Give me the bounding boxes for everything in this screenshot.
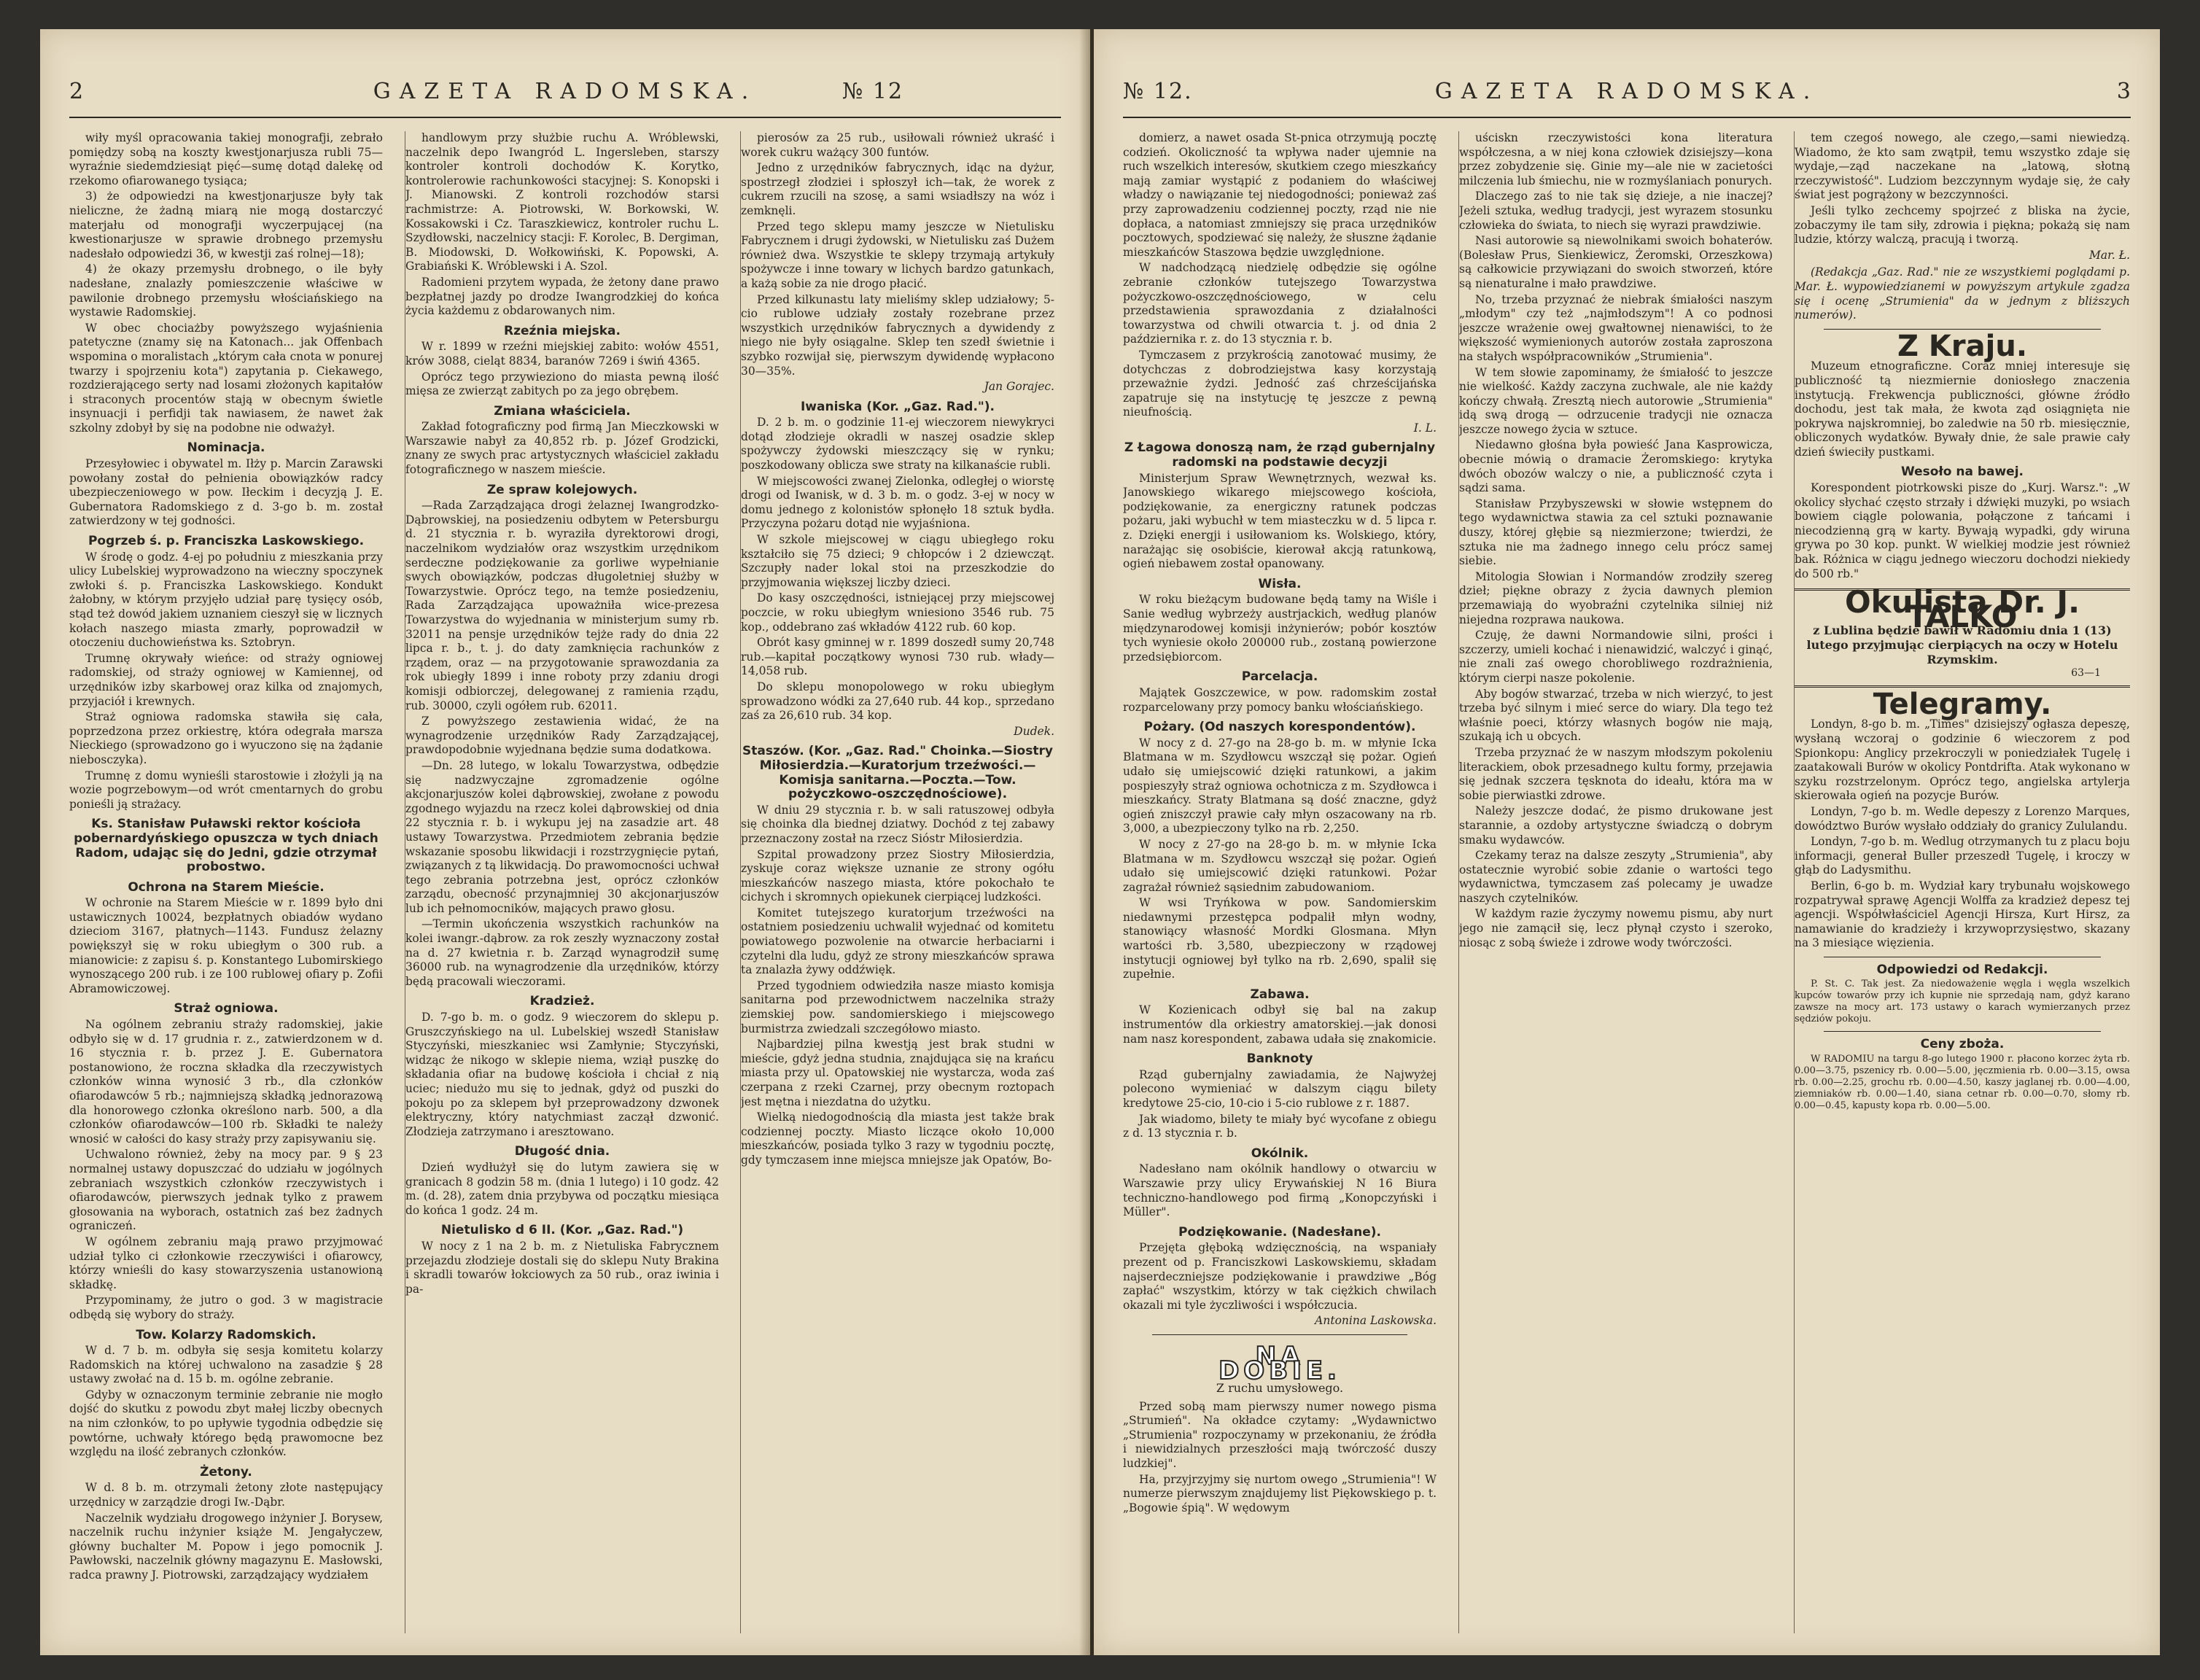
paragraph: W dniu 29 stycznia r. b. w sali ratuszowej odbyła się choinka dla biednej dziatwy. Dochód z tej zabawy przeznaczony został na rzecz Sióstr Miłosierdzia. (741, 803, 1054, 845)
paragraph: Jedno z urzędników fabrycznych, idąc na dyżur, spostrzegł złodziei i spłoszył ich—tak, że worek z cukrem rzucili na szosę, a sami wsiadłszy na wóz i zemknęli. (741, 161, 1054, 217)
paragraph: W r. 1899 w rzeźni miejskiej zabito: wołów 4551, krów 3088, cieląt 8834, baranów 7269 i świń 4365. (405, 340, 719, 368)
issue-number: № 12 (842, 79, 904, 104)
paragraph: W miejscowości zwanej Zielonka, odległej o wiorstę drogi od Iwanisk, w d. 3 b. m. o godz. 3-ej w nocy w domu jednego z kolonistów spłonęło 18 sztuk bydła. Przyczyna pożaru dotąd nie wyjaśniona. (741, 474, 1054, 531)
paragraph: Uchwalono również, żeby na mocy par. 9 § 23 normalnej ustawy dopuszczać do udziału w jogólnych zebraniach wszystkich członków rzeczywistych i ofiarodawców, pierwszych jednak tylko z prawem głosowania na wyborach, ostatnich zaś bez żadnych ograniczeń. (69, 1148, 383, 1233)
paragraph: Londyn, 7-go b. m. Wedlug otrzymanych tu z placu boju informacji, generał Buller przeszedł Tugelę, i kroczy w głąb do Ladysmithu. (1795, 835, 2130, 877)
advertisement-text: z Lublina będzie bawił w Radomiu dnia 1 (13) lutego przyjmując cierpiących na oczy w Hotelu Rzymskim. (1806, 623, 2118, 666)
column-1 (1123, 131, 1437, 1633)
section-heading: Pożary. (Od naszych korespondentów). (1143, 720, 1416, 735)
paragraph: No, trzeba przyznać że niebrak śmiałości naszym „młodym" czy też „najmłodszym"! A co podnosi jeszcze wrażenie owej gwałtownej nienawiści, to że większość wymienionych autorów została zaproszona na stałych współpracowników „Strumienia". (1459, 292, 1773, 363)
masthead-title: GAZETA RADOMSKA. (1434, 79, 1819, 104)
paragraph: wiły myśl opracowania takiej monografji, zebrało pomiędzy sobą na koszty kwestjonarjusza rubli 75—wyraźnie siedemdziesiąt pięć—sumę dotąd dalekę od rzekomo ofiarowanego tysiąca; (69, 131, 383, 187)
grain-prices: W RADOMIU na targu 8-go lutego 1900 r. płacono korzec żyta rb. 0.00—3.75, pszenicy rb. 0.00—5.00, jęczmienia rb. 0.00—3.15, owsa rb. 0.00—2.25, grochu rb. 0.00—4.50, kaszy jaglanej rb. 0.00—4.00, ziemniaków rb. 0.00—1.40, siana cetnar rb. 0.00—0.70, słomy rb. 0.00—0.45, kapusty kopa rb. 0.00—5.00. (1795, 1054, 2130, 1112)
section-heading: Z Łagowa donoszą nam, że rząd gubernjalny radomski na podstawie decyzji (1124, 440, 1436, 470)
right-page (1094, 29, 2160, 1655)
paragraph: P. St. C. Tak jest. Za niedoważenie węgla i węgla wszelkich kupców towarów przy ich kupnie nie sprzedają nam, gdyż karano zawsze na mocy art. 173 ustawy o karach wymierzanych przez sędziów pokoju. (1795, 979, 2130, 1025)
paragraph: Mitologia Słowian i Normandów zrodziły szereg dzieł; piękne obrazy z życia dawnych plemion przemawiają do wyobraźni czytelnika silniej niż niejedna rozprawa naukowa. (1459, 569, 1773, 626)
left-page-columns (69, 131, 1061, 1633)
paragraph: Przed tego sklepu mamy jeszcze w Nietulisku Fabrycznem i drugi żydowski, w Nietulisku zaś Dużem również dwa. Wszystkie te sklepy trzymają artykuły spożywcze i inne towary w lichych bardzo gatunkach, a każą sobie za nie drogo płacić. (741, 219, 1054, 290)
paragraph: D. 2 b. m. o godzinie 11-ej wieczorem niewykryci dotąd złodzieje okradli w naszej osadzie sklep spożywczy żydowski mieszczący się w rynku; poszkodowany oblicza swe straty na kilkanaście rubli. (741, 416, 1054, 472)
paragraph: Ministerjum Spraw Wewnętrznych, wezwał ks. Janowskiego wikarego miejscowego kościoła, podziękowanie, za energiczny ratunek podczas pożaru, jaki wybuchł w tem miasteczku w d. 5 lipca r. z. Dzięki energji i usiłowaniom ks. Wolskiego, który, narażając się osobiście, kierował akcją ratunkową, ogień niebawem został opanowany. (1123, 471, 1437, 571)
paragraph: Wielką niedogodnością dla miasta jest także brak codziennej poczty. Miasto liczące około 10,000 mieszkańców, posiada tylko 3 razy w tygodniu pocztę, gdy tymczasem inne miejsca mniejsze jak Opatów, Bo- (741, 1111, 1054, 1167)
paragraph: W nocy z d. 27-go na 28-go b. m. w młynie Icka Blatmana w m. Szydłowcu wszczął się pożar. Ogień udało się umiejscowić dzięki ratunkowi, a jakim pospieszyły straż ogniowa ochotnicza z m. Szydłowca i mieszkańcy. Straty Blatmana są dość znaczne, gdyż ogień zniszczył prawie cały młyn oszacowany na rb. 3,000, a ubezpieczony tylko na rb. 2,250. (1123, 736, 1437, 836)
masthead-title: GAZETA RADOMSKA. (373, 79, 758, 104)
signature: Antonina Laskowska. (1315, 1314, 1437, 1328)
paragraph: Jak wiadomo, bilety te miały być wycofane z obiegu z d. 13 stycznia r. b. (1123, 1112, 1437, 1140)
divider (1152, 1334, 1407, 1335)
section-heading: Długość dnia. (514, 1144, 610, 1159)
column-3 (1794, 131, 2130, 1633)
paragraph: W Kozienicach odbył się bal na zakup instrumentów dla orkiestry amatorskiej.—jak donosi nam nasz korespondent, zabawa udała się znakomicie. (1123, 1003, 1437, 1046)
section-heading: Rzeźnia miejska. (504, 323, 621, 338)
paragraph: pierosów za 25 rub., usiłowali również ukraść i worek cukru ważący 300 funtów. (741, 131, 1054, 159)
paragraph: Zakład fotograficzny pod firmą Jan Mieczkowski w Warszawie nabył za 40,852 rb. p. Józef Grodzicki, znany ze swych prac artystycznych właściciel zakładu fotograficznego w naszem mieście. (405, 420, 719, 477)
signature: Mar. Ł. (2089, 248, 2130, 262)
paragraph: tem czegoś nowego, ale czego,—sami niewiedzą. Wiadomo, że kto sam zwątpił, temu wszystko zdaje się wydaje,—ząd naczekane na „latową, słotną rzeczywistość". Ludziom bezczynnym wydaje się, że cały świat jest pogrążony w bezczynności. (1795, 131, 2130, 202)
right-page-columns (1123, 131, 2131, 1633)
paragraph: Przed kilkunastu laty mieliśmy sklep udziałowy; 5-cio rublowe udziały zostały rozebrane przez wszystkich urzędników fabrycznych a dywidendy z niego nie były osiągalne. Sklep ten szedł świetnie i szybko rozwijał się, pierwszym dywidendę wypłacono 30—35%. (741, 292, 1054, 378)
na-dobie-subtitle: Z ruchu umysłowego. (1216, 1381, 1344, 1396)
paragraph: Na ogólnem zebraniu straży radomskiej, jakie odbyło się w d. 17 grudnia r. z., zatwierdzonem w d. 16 stycznia r. b. przez J. E. Gubernatora postanowiono, że roczna składka dla rzeczywistych członków winna wynosić 3 rb., dla członków ofiarodawców 5 rb.; najmniejszą składką jednorazową dla honorowego członka określono narb. 500, a dla członków ofiarodawców—100 rb. Składki te należy wnosić w całości do kasy straży przy zapisywaniu się. (69, 1018, 383, 1146)
section-heading: Pogrzeb ś. p. Franciszka Laskowskiego. (88, 534, 365, 549)
paragraph: Szpital prowadzony przez Siostry Miłosierdzia, zyskuje coraz większe uznanie ze strony ogółu mieszkańców naszego miasta, które pokochało te cichych i skromnych opiekunek cierpiącej ludzkości. (741, 847, 1054, 904)
paragraph: Jeśli tylko zechcemy spojrzeć z bliska na życie, zobaczymy ile tam siły, zdrowia i piękna; pokażą się nam ludzie, którzy walczą, pracują i tworzą. (1795, 203, 2130, 246)
section-heading: Nominacja. (187, 440, 265, 456)
paragraph: Radomieni przytem wypada, że żetony dane prawo bezpłatnej jazdy po drodze Iwangrodzkiej do końca życia każdemu z obdarowanych nim. (405, 275, 719, 318)
section-heading: Staszów. (Kor. „Gaz. Rad." Choinka.—Siostry Miłosierdzia.—Kuratorjum trzeźwości.—Komisja sanitarna.—Poczta.—Tow. pożyczkowo-oszczędnościowe). (742, 744, 1053, 802)
paragraph: Przed sobą mam pierwszy numer nowego pisma „Strumień". Na okładce czytamy: „Wydawnictwo „Strumienia" rozpoczynamy w przekonaniu, że źródła i niewidzialnych przeszłości mają twórczość duszy ludzkiej". (1123, 1399, 1437, 1471)
paragraph: D. 7-go b. m. o godz. 9 wieczorem do sklepu p. Gruszczyńskiego na ul. Lubelskiej wszedł Stanisław Styczyński, mieszkaniec wsi Zamłynie; Styczyński, widząc że nikogo w sklepie niema, wziął puszkę do składania ofiar na budowę kościoła i chciał z nią uciec; niedużo mu się to jednak, gdyż od puszki do pokoju po za sklepem był przeprowadzony dzwonek elektryczny, który natychmiast zaczął dzwonić. Złodzieja zatrzymano i aresztowano. (405, 1011, 719, 1138)
paragraph: Z powyższego zestawienia widać, że na wynagrodzenie urzędników Rady Zarządzającej, prawdopodobnie wyjednana będzie suma dodatkowa. (405, 715, 719, 757)
left-page (40, 29, 1090, 1655)
section-heading: Żetony. (200, 1464, 252, 1479)
paragraph: Majątek Goszczewice, w pow. radomskim został rozparcelowany przy pomocy banku włościańskiego. (1123, 685, 1437, 714)
signature: Jan Gorajec. (984, 380, 1054, 394)
section-heading: Ze spraw kolejowych. (486, 482, 638, 497)
paragraph: W nocy z 1 na 2 b. m. z Nietuliska Fabrycznem przejazdu złodzieje dostali się do sklepu Nuty Brakina i skradli towarów łokciowych za 50 rub., oraz iwinia i pa- (405, 1239, 719, 1296)
paragraph: Tymczasem z przykrością zanotować musimy, że dotychczas z dobrodziejstwa kasy korzystają przeważnie żydzi. Jedność zaś chrześcijańska zapatruje się na instytucję tę jeszcze z pewną nieufnością. (1123, 348, 1437, 419)
paragraph: W roku bieżącym budowane będą tamy na Wiśle i Sanie według wybrzeży austrjackich, według planów międzynarodowej komisji inżynierów; pobór kosztów tych wyniesie około 200000 rub., zostaną powierzone przedsiębiorcom. (1123, 593, 1437, 664)
paragraph: Przesyłowiec i obywatel m. Iłży p. Marcin Zarawski powołany został do pełnienia obowiązków radcy ubezpieczeniowego w pow. Iłeckim i decyzją J. E. Gubernatora Radomskiego z d. 3-go b. m. został zatwierdzony w tej godności. (69, 457, 383, 528)
section-heading: Zmiana właściciela. (494, 403, 631, 419)
section-heading: Odpowiedzi od Redakcji. (1876, 962, 2048, 977)
section-title: Telegramy. (1873, 687, 2052, 721)
paragraph: handlowym przy służbie ruchu A. Wróblewski, naczelnik depo Iwangród L. Ingersleben, starszy kontroler kontroli dochodów K. Korytko, kontrolerowie rachunkowości stacyjnej: S. Konopski i J. Mianowski. Z kontroli rozchodów starsi rachmistrze: A. Piotrowski, W. Borkowski, W. Kossakowski i Cz. Taraszkiewicz, kontroler ruchu L. Szydłowski, naczelnicy stacji: F. Korolec, B. Dergiman, B. Miodowski, D. Wołkowiński, K. Popowski, A. Grabiański K. Wróblewski i A. Szol. (405, 131, 719, 273)
paragraph: W wsi Tryńkowa w pow. Sandomierskim niedawnymi przestępca podpalił młyn wodny, stanowiący własność Mordki Glosmana. Młyn wartości rb. 3,580, ubezpieczony w rządowej instytucji ogniowej był tylko na rb. 2,690, spalił się zupełnie. (1123, 896, 1437, 981)
na-dobie-heading: NA DOBIE. (1218, 1341, 1341, 1385)
signature: I. L. (1413, 421, 1437, 435)
paragraph: Stanisław Przybyszewski w słowie wstępnem do tego wydawnictwa stawia za cel sztuki poznawanie duszy, której głębie są niezmierzone; twierdzi, że sztuka nie ma żadnego innego celu prócz samej siebie. (1459, 497, 1773, 568)
paragraph: W d. 8 b. m. otrzymali żetony złote następujący urzędnicy w zarządzie drogi Iw.-Dąbr. (69, 1481, 383, 1509)
divider (1824, 1031, 2101, 1032)
paragraph: Dzień wydłużył się do lutym zawiera się w granicach 8 godzin 58 m. (dnia 1 lutego) i 10 godz. 42 m. (d. 28), zatem dnia przybywa od początku miesiąca do końca 1 godz. 24 m. (405, 1160, 719, 1217)
paragraph: Przed tygodniem odwiedziła nasze miasto komisja sanitarna pod przewodnictwem naczelnika straży ziemskiej pow. sandomierskiego i miejscowego burmistrza zwiedzali szczegółowo miasto. (741, 979, 1054, 1035)
section-heading: Zabawa. (1250, 987, 1310, 1002)
paragraph: Trzeba przyznać że w naszym młodszym pokoleniu literackiem, obok przesadnego kultu formy, przejawia się jednak szczera tęsknota do ideału, która ma w sobie pierwiastki zdrowe. (1459, 745, 1773, 802)
advertisement-id: 63—1 (2071, 667, 2101, 680)
paragraph: Komitet tutejszego kuratorjum trzeźwości na ostatniem posiedzeniu uchwalił wyjednać od komitetu powiatowego pozwolenie na otwarcie herbaciarni i czytelni dla ludu, gdyż ze strony mieszkańców sprawa ta znalazła żywy oddźwięk. (741, 906, 1054, 977)
paragraph: Gdyby w oznaczonym terminie zebranie nie mogło dojść do skutku z powodu zbyt małej liczby obecnych na nim członków, to po upływie tygodnia odbędzie się powtórne, uchwały którego będą prawomocne bez względu na ilość zebranych członków. (69, 1388, 383, 1459)
paragraph: Do kasy oszczędności, istniejącej przy miejscowej poczcie, w roku ubiegłym wniesiono 3546 rub. 75 kop., oddebrano zaś wkładów 4122 rub. 60 kop. (741, 591, 1054, 634)
advertisement (1795, 584, 2130, 688)
column-1 (69, 131, 383, 1633)
signature: Dudek. (1014, 724, 1054, 738)
paragraph: —Dn. 28 lutego, w lokalu Towarzystwa, odbędzie się nadzwyczajne zgromadzenie ogólne akcjonarjuszów kolei dąbrowskiej, zwołane z powodu zgodnego wyjazdu na rzecz kolei dąbrowskiej od dnia 22 stycznia r. b. i wykupu jej na zasadzie art. 48 ustawy Towarzystwa. Przedmiotem zebrania będzie wskazanie sposobu likwidacji i rozstrzygnięcie pytań, związanych z tą likwidacją. Do prawomocności uchwał tego zebrania potrzebna jest, oprócz członków zarządu, obecność przynajmniej 30 akcjonarjuszów lub ich pełnomocników, mających prawo głosu. (405, 758, 719, 915)
paragraph: W nadchodzącą niedzielę odbędzie się ogólne zebranie członków tutejszego Towarzystwa pożyczkowo-oszczędnościowego, w celu przedstawienia sprawozdania z działalności towarzystwa od chwili otwarcia t. j. od dnia 2 października r. z. do 13 stycznia r. b. (1123, 261, 1437, 346)
paragraph: 4) że okazy przemysłu drobnego, o ile były nadesłane, znalazły pomieszczenie właściwe w pawilonie drobnego przemysłu włościańskiego na wystawie Radomskiej. (69, 262, 383, 319)
right-page-header (1123, 73, 2131, 118)
paragraph: W nocy z 27-go na 28-go b. m. w młynie Icka Blatmana w m. Szydłowcu wszczął się pożar. Ogień udało się umiejscowić dzięki ratunkowi. Pożar zagrażał również sąsiednim zabudowaniom. (1123, 837, 1437, 894)
paragraph: Niedawno głośna była powieść Jana Kasprowicza, obecnie mówią o dramacie Żeromskiego: krytyka dwóch obozów walczy o nie, a publiczność czyta i sądzi sama. (1459, 438, 1773, 495)
issue-number: № 12. (1123, 79, 1193, 104)
paragraph: 3) że odpowiedzi na kwestjonarjusze były tak nieliczne, że żadną miarą nie mogą dostarczyć materjału od monografji wyczerpującej (na kwestionarjusze w sprawie drobnego przemysłu nadesłało odpowiedzi 36, w kwestji zaś rolnej—18); (69, 190, 383, 260)
paragraph: Najbardziej pilna kwestją jest brak studni w mieście, gdyż jedna studnia, znajdująca się na krańcu miasta przy ul. Opatowskiej nie wystarcza, woda zaś czerpana z rzeki Czarnej, przy obecnym roztopach jest mętna i niezdatna do użytku. (741, 1038, 1054, 1108)
paragraph: Należy jeszcze dodać, że pismo drukowane jest starannie, a ozdoby artystyczne świadczą o dobrym smaku wydawców. (1459, 804, 1773, 847)
paragraph: Londyn, 7-go b. m. Wedle depeszy z Lorenzo Marques, dowództwo Burów wysłało oddziały do granicy Zululandu. (1795, 804, 2130, 833)
section-heading: Ceny zboża. (1920, 1037, 2005, 1052)
paragraph: Londyn, 8-go b. m. „Times" dzisiejszy ogłasza depeszę, wysłaną wczoraj o godzinie 6 wieczorem z pod Spionkopu: Anglicy przekroczyli w poniedziałek Tugelę i zaatakowali Burów w okolicy Pontdrifta. Atak wykonano w szyku rozstrzelonym. Oprócz tego, angielska artylerja skierowała ogień na pozycje Burów. (1795, 718, 2130, 803)
section-heading: Iwaniska (Kor. „Gaz. Rad."). (800, 399, 995, 414)
paragraph: W ogólnem zebraniu mają prawo przyjmować udział tylko ci członkowie rzeczywiści i ofiarowcy, którzy wnieśli do kasy stowarzyszenia ustanowioną składkę. (69, 1234, 383, 1291)
paragraph: Korespondent piotrkowski pisze do „Kurj. Warsz.": „W okolicy słychać często strzały i dźwięki muzyki, po wsiach bowiem ciągle polowania, połączone z tańcami i niecodzienną grą w karty. Bywają wypadki, gdy wiruna grywa po 30 kop. punkt. W wielkiej modzie jest również bak. Różnica w ciągu jednego wieczoru dochodzi niekiedy do 500 rb." (1795, 481, 2130, 580)
paragraph: Czekamy teraz na dalsze zeszyty „Strumienia", aby ostatecznie wyrobić sobie zdanie o wartości tego wydawnictwa, tymczasem zaś polecamy je uwadze naszych czytelników. (1459, 849, 1773, 905)
section-heading: Kradzież. (529, 994, 595, 1009)
paragraph: Czuję, że dawni Normandowie silni, prości i szczerzy, umieli kochać i nienawidzić, walczyć i ginąć, nie znali zaś owego chorobliwego rozdrażnienia, którym cierpi nasze pokolenie. (1459, 629, 1773, 685)
paragraph: Ha, przyjrzyjmy się nurtom owego „Strumienia"! W numerze pierwszym znajdujemy list Piękowskiego p. t. „Bogowie śpią". W wędowym (1123, 1472, 1437, 1514)
section-heading: Tow. Kolarzy Radomskich. (136, 1327, 316, 1342)
paragraph: Przejęta głęboką wdzięcznością, na wspaniały prezent od p. Franciszkowi Laskowskiemu, składam najserdeczniejsze podziękowanie i prawdziwe „Bóg zapłać" wszystkim, którzy w tak ciężkich chwilach okazali mi tyle życzliwości i współczucia. (1123, 1241, 1437, 1312)
paragraph: —Rada Zarządzająca drogi żelaznej Iwangrodzko-Dąbrowskiej, na posiedzeniu odbytem w Petersburgu d. 21 stycznia r. b. wyraziła dyrektorowi drogi, naczelnikom wydziałów oraz wszystkim urzędnikom serdeczne podziękowanie za gorliwe wypełnianie swych obowiązków, podczas długoletniej służby w Towarzystwie. Oprócz tego, na temże posiedzeniu, Rada Zarządzająca upoważniła wice-prezesa Towarzystwa do wyjednania w ministerjum sumy rb. 32011 na pensje urzędników tejże rady do dnia 22 lipca r. b., t. j. do daty zamknięcia rachunków z rządem, oraz — na przygotowanie sprawozdania za rok ubiegły 1899 i inne roboty przy zdaniu drogi komisji odbiorczej, delegowanej z ramienia rządu, rub. 30000, czyli ogółem rub. 62011. (405, 499, 719, 712)
paragraph: Berlin, 6-go b. m. Wydział kary trybunału wojskowego rozpatrywał sprawę Agencji Wolffa za kradzież depesz tej agencji. Współwłaściciel Agencji Hirsza, Kurt Hirsz, za namawianie do kradzieży i krzywoprzysięstwo, skazany na 3 miesiące więzienia. (1795, 879, 2130, 950)
paragraph: W d. 7 b. m. odbyła się sesja komitetu kolarzy Radomskich na której uchwalono na zasadzie § 28 ustawy zwołać na d. 15 b. m. ogólne zebranie. (69, 1344, 383, 1386)
paragraph: W środę o godz. 4-ej po południu z mieszkania przy ulicy Lubelskiej wyprowadzono na wieczny spoczynek zwłoki ś. p. Franciszka Laskowskiego. Kondukt żałobny, w którym przyjęło udział parę tysięcy osób, stąd też dowód jakiem uznaniem cieszył się w licznych kołach naszego miasta zmarły, poprowadził w otoczeniu duchowieństwa ks. Sztobryn. (69, 550, 383, 650)
page-number: 3 (2116, 79, 2131, 104)
paragraph: Aby bogów stwarzać, trzeba w nich wierzyć, to jest trzeba być silnym i mieć serce do wiary. Dla tego też właśnie poeci, którzy własnych bogów nie mają, szukają ich u obcych. (1459, 687, 1773, 744)
paragraph: W szkole miejscowej w ciągu ubiegłego roku kształciło się 75 dzieci; 9 chłopców i 2 dziewcząt. Szczupły nader lokal stoi na przeszkodzie do przyjmowania większej liczby dzieci. (741, 533, 1054, 589)
paragraph: Przypominamy, że jutro o god. 3 w magistracie odbędą się wybory do straży. (69, 1294, 383, 1321)
paragraph: W tem słowie zapominamy, że śmiałość to jeszcze nie wielkość. Każdy zaczyna zuchwale, ale nie każdy kończy chwałą. Zresztą niech autorowie „Strumienia" idą swą drogą — odrzucenie tradycji nie oznacza jeszcze nowego życia w sztuce. (1459, 365, 1773, 436)
section-heading: Straż ogniowa. (174, 1001, 279, 1016)
section-heading: Okólnik. (1251, 1146, 1309, 1161)
section-heading: Podziękowanie. (Nadesłane). (1178, 1224, 1382, 1240)
section-heading: Banknoty (1246, 1051, 1313, 1067)
section-heading: Parcelacja. (1241, 669, 1318, 685)
paragraph: Rząd gubernjalny zawiadamia, że Najwyżej polecono wymieniać w dalszym ciągu bilety kredytowe 25-cio, 10-cio i 5-cio rublowe z r. 1887. (1123, 1068, 1437, 1110)
paragraph: W obec chociażby powyższego wyjaśnienia patetyczne (znamy się na Katonach... jak Offenbach wspomina o moralistach „którym cała cnota w ponurej twarzy i spojrzeniu kota") zapytania p. Ciekawego, rozdzierającego serty nad losami złożonych kapitałów i straconych procentów stają w obecnym świetle insynuacji i perfidji tak nawiasem, że nawet żak szkolny zdobył by się na podobne nie odważył. (69, 321, 383, 435)
section-title: Z Kraju. (1897, 329, 2028, 363)
column-2 (405, 131, 719, 1633)
paragraph: Trumnę okrywały wieńce: od straży ogniowej radomskiej, od straży ogniowej w Kamiennej, od urzędników izby skarbowej oraz kilka od znajomych, przyjaciół i krewnych. (69, 651, 383, 708)
paragraph: —Termin ukończenia wszystkich rachunków na kolei iwangr.-dąbrow. za rok zeszły wyznaczony został na d. 27 kwietnia r. b. Zarząd wynagrodził sumę 36000 rub. na wynagrodzenie dla urzędników, którzy będą pracowali wieczorami. (405, 917, 719, 988)
column-2 (1458, 131, 1773, 1633)
paragraph: Dlaczego zaś to nie tak się dzieje, a nie inaczej? Jeżeli sztuka, według tradycji, jest wyrazem stosunku człowieka do świata, to niech się wyrazi prawdziwie. (1459, 190, 1773, 232)
column-3 (740, 131, 1054, 1633)
section-heading: Ochrona na Starem Mieście. (128, 879, 324, 895)
section-heading: Ks. Stanisław Puławski rektor kościoła pobernardyńskiego opuszcza w tych dniach Radom, udając się do Jedni, gdzie otrzymał probostwo. (74, 817, 378, 875)
section-heading: Wisła. (1258, 576, 1302, 591)
advertisement-title: Okulista Dr. J. TALKO (1844, 584, 2080, 634)
left-page-header (69, 73, 1061, 118)
paragraph: Naczelnik wydziału drogowego inżynier J. Borysew, naczelnik ruchu inżynier książe M. Jengałyczew, główny buchalter M. Popow i jego pomocnik J. Pawłowski, naczelnik główny magazynu E. Masłowski, radca prawny J. Piotrowski, zarządzający wydziałem (69, 1511, 383, 1582)
editorial-note: (Redakcja „Gaz. Rad." nie ze wszystkiemi poglądami p. Mar. Ł. wypowiedzianemi w powyższym artykule zgadza się i ocenę „Strumienia" da w jednym z bliższych numerów). (1795, 265, 2130, 322)
paragraph: W ochronie na Starem Mieście w r. 1899 było dni ustawicznych 10024, bezpłatnych obiadów wydano dzieciom 3167, płatnych—1143. Fundusz żelazny powiększył się w roku ubiegłym o 300 rub. a mianowicie: z zapisu ś. p. Konstantego Lubomirskiego wynoszącego 200 rub. i ze 100 rublowej ofiary p. Zofii Abramowiczowej. (69, 896, 383, 995)
paragraph: Muzeum etnograficzne. Coraz mniej interesuje się publiczność tą niezmiernie doniosłego znaczenia instytucją. Frekwencja publiczności, główne źródło dochodu, jest tak mała, że kwota ząd osiągnięta nie pokrywa najskromniej, bo zaledwie na 50 rb. miesięcznie, obliczonych wydatków. Bywały dnie, że sale prawie cały dzień świeciły pustkami. (1795, 359, 2130, 459)
page-number: 2 (69, 79, 84, 104)
paragraph: Do sklepu monopolowego w roku ubiegłym sprowadzono wódki za 27,640 rub. 44 kop., sprzedano zaś za 26,610 rub. 34 kop. (741, 680, 1054, 723)
paragraph: Obrót kasy gminnej w r. 1899 doszedł sumy 20,748 rub.—kapitał początkowy wynosi 730 rub. włady—14,058 rub. (741, 636, 1054, 678)
paragraph: Nadesłano nam okólnik handlowy o otwarciu w Warszawie przy ulicy Erywańskiej N 16 Biura techniczno-handlowego pod firmą „Konopczyński i Müller". (1123, 1162, 1437, 1219)
section-heading: Nietulisko d 6 II. (Kor. „Gaz. Rad.") (440, 1223, 684, 1238)
paragraph: domierz, a nawet osada St-pnica otrzymują pocztę codzień. Okoliczność ta wpływa nader ujemnie na ruch wszelkich interesów, skutkiem czego mieszkańcy mają zamiar wystąpić z podaniem do właściwej władzy o nawiązanie tej niedogodności; ponieważ zaś przy zaprowadzeniu codziennej poczty, rząd nie nie dopłaca, a natomiast zmniejszy się praca urzędników pocztowych, spodziewać się należy, że słuszne żądanie mieszkańców Staszowa będzie uwzględnione. (1123, 131, 1437, 259)
paragraph: Straż ogniowa radomska stawiła się cała, poprzedzona przez orkiestrę, która odegrała marsza Nieckiego (sprowadzono go i wyuczono się na żądanie niebosczyka). (69, 710, 383, 766)
section-heading: Wesoło na bawej. (1900, 464, 2024, 480)
paragraph: Oprócz tego przywieziono do miasta pewną ilość mięsa ze zwierząt zabitych po za jego obrębem. (405, 370, 719, 398)
paragraph: Nasi autorowie są niewolnikami swoich bohaterów. (Bolesław Prus, Sienkiewicz, Żeromski, Orzeszkowa) są całkowicie przywiązani do swoich stworzeń, które są nienaturalne i mało prawdziwe. (1459, 234, 1773, 290)
paragraph: Trumnę z domu wynieśli starostowie i złożyli ją na wozie pogrzebowym—od wrót cmentarnych do grobu ponieśli ją strażacy. (69, 769, 383, 811)
paragraph: uściskn rzeczywistości kona literatura współczesna, a w niej kona człowiek dzisiejszy—kona przez zobydzenie się. Ginie my—ale nie w zacietości milczenia lub śmiechu, nie w rozmyślaniach ponurych. (1459, 131, 1773, 187)
paragraph: W każdym razie życzymy nowemu pismu, aby nurt jego nie zamącił się, lecz płynął czysto i szeroko, niosąc z sobą świeże i zdrowe wody twórczości. (1459, 907, 1773, 949)
